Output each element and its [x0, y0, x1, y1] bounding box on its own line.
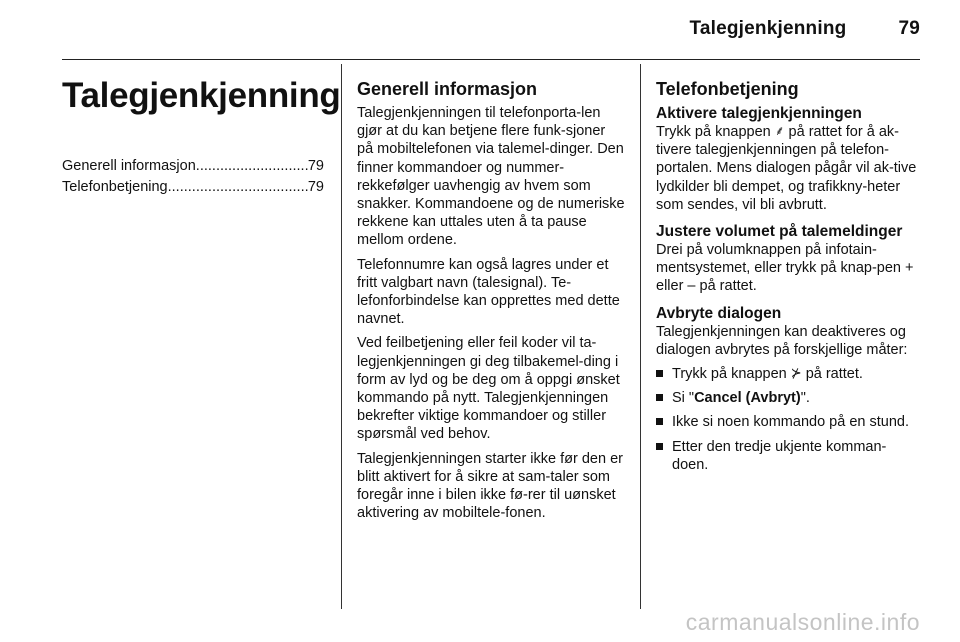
cancel-heading: Avbryte dialogen — [656, 304, 782, 322]
list-item — [656, 389, 921, 407]
bullet-icon — [656, 394, 663, 401]
general-info-heading: Generell informasjon — [357, 79, 538, 99]
activate-text — [656, 123, 921, 214]
toc-entry-title: Telefonbetjening — [62, 179, 168, 195]
toc-entry-page: 79 — [307, 179, 324, 195]
phone-operation-heading: Telefonbetjening — [656, 79, 799, 99]
bullet-text: ". — [800, 390, 810, 407]
column-divider-right — [640, 64, 641, 609]
bullet-text: Si " — [672, 390, 695, 407]
general-paragraph-4: Talegjenkjenningen starter ikke før den er blitt aktivert for å sikre at sam-taler som foregår inne i bilen ikke fø-rer til uønsket aktivering av mobiltele-fonen. — [357, 450, 623, 522]
bullet-icon — [656, 443, 663, 450]
talk-button-icon: ⸙ — [774, 123, 785, 138]
general-paragraph-3: Ved feilbetjening eller feil koder vil ta-legjenkjenningen gi deg tilbakemel-ding i form av lyd og be deg om å oppgi ønsket kommando på nytt. Talegjenkjenningen bekrefter viktige kommandoer og stiller spørsmål ved behov. — [357, 335, 620, 443]
general-paragraph-1: Talegjenkjenningen til telefonporta-len gjør at du kan betjene flere funk-sjoner på mobiltelefonen via talemel-dinger. Den finner kommandoer og nummer-rekkefølger uavhengig av hvem som snakker. Kommandoene og de numeriske rekkene kan uttales uten å ta pause mellom ordene. — [357, 105, 625, 249]
toc-leader-dots — [196, 156, 308, 177]
watermark: carmanualsonline.info — [685, 609, 920, 635]
bullet-icon — [656, 418, 663, 425]
toc-entry-title: Generell informasjon — [62, 158, 196, 174]
command-text: Cancel (Avbryt) — [694, 390, 801, 407]
page-number: 79 — [898, 18, 920, 39]
list-item — [656, 413, 921, 431]
cancel-list — [656, 365, 921, 474]
running-header-title: Talegjenkjenning — [689, 18, 847, 39]
list-item — [656, 365, 921, 383]
toc-entry-phone[interactable] — [62, 177, 324, 198]
bullet-text: Etter den tredje ukjente komman-doen. — [672, 438, 887, 473]
bullet-icon — [656, 370, 663, 377]
header-rule — [62, 59, 920, 60]
activate-text-before: Trykk på knappen — [656, 124, 771, 140]
phone-operation-column — [656, 78, 921, 480]
activate-text-after: på rattet for å ak-tivere talegjenkjenningen på telefon-portalen. Mens dialogen pågår vil ak-tive lydkilder bli dempet, og trafikkny-heter som sendes, vil bli avbrutt. — [656, 124, 917, 213]
chapter-title: Talegjenkjenning — [62, 76, 341, 115]
toc-entry-page: 79 — [307, 158, 324, 174]
activate-heading: Aktivere talegjenkjenningen — [656, 105, 862, 122]
bullet-text: på rattet. — [805, 366, 863, 383]
bullet-text: Ikke si noen kommando på en stund. — [672, 414, 909, 431]
running-header — [689, 18, 920, 40]
general-info-column — [357, 78, 625, 528]
column-divider-left — [341, 64, 342, 609]
end-call-icon: ⊁ — [790, 365, 802, 381]
volume-heading: Justere volumet på talemeldinger — [656, 223, 903, 241]
list-item — [656, 438, 921, 474]
toc-leader-dots — [168, 177, 308, 198]
bullet-text: Trykk på knappen — [672, 366, 787, 383]
cancel-intro: Talegjenkjenningen kan deaktiveres og dialogen avbrytes på forskjellige måter: — [656, 323, 908, 358]
toc-entry-general[interactable] — [62, 156, 324, 177]
volume-text: Drei på volumknappen på infotain-mentsystemet, eller trykk på knap-pen + eller – på rattet. — [656, 242, 914, 295]
general-paragraph-2: Telefonnumre kan også lagres under et fritt valgbart navn (talesignal). Te-lefonforbindelse kan opprettes med dette navnet. — [357, 256, 620, 328]
toc-column — [62, 76, 341, 198]
